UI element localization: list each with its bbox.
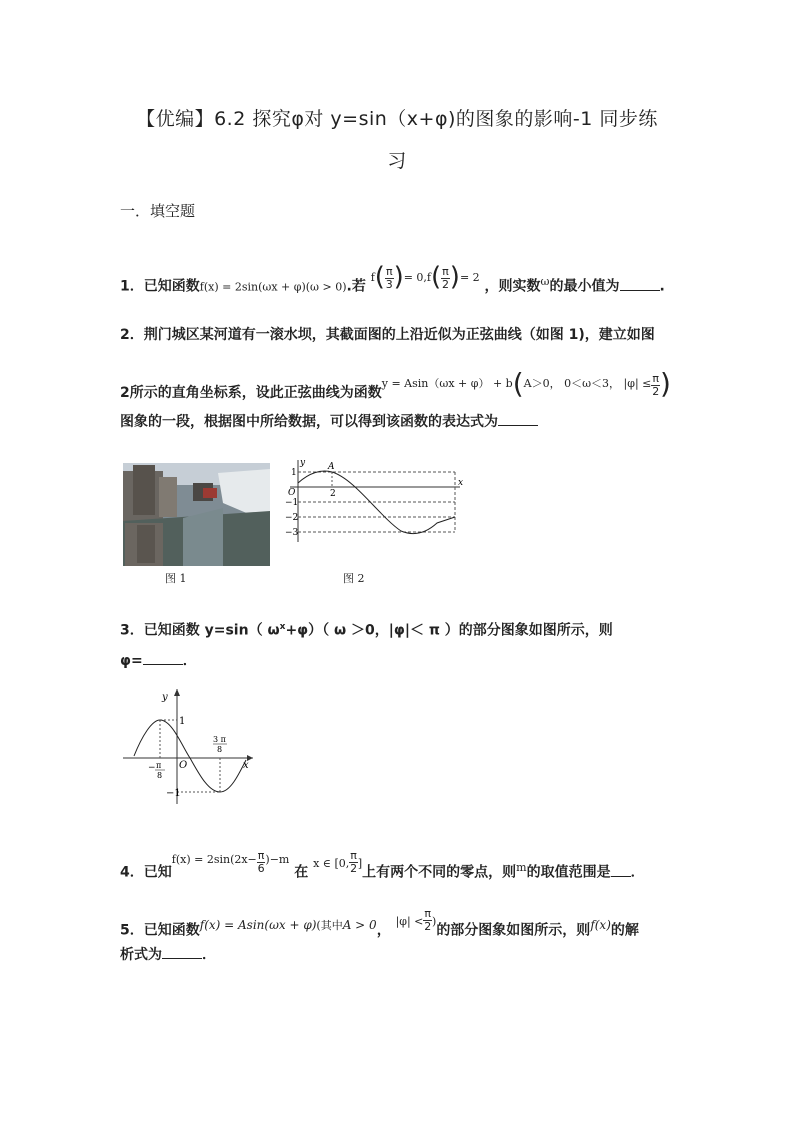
fig3-tick-m1: −1 xyxy=(166,788,181,799)
q1-omega: ω xyxy=(540,275,550,288)
title-line-2: 习 xyxy=(387,150,407,172)
fig3-tick-1: 1 xyxy=(179,716,186,727)
figure-2-graph xyxy=(285,457,465,542)
fig3-eight: 8 xyxy=(217,745,223,754)
question-3-line-1: 3．已知函数 y=sin（ $\omega^x+\varphi$）（ ω ＞0，|φ|＜ π ）的部分图象如图所示，则 xyxy=(120,622,613,639)
fig2-tick-1: 1 xyxy=(291,468,297,478)
dam-photo xyxy=(123,463,270,566)
fig2-tick-m3: −3 xyxy=(285,528,299,538)
fig2-origin: O xyxy=(288,488,296,498)
q4-func: f(x) = 2sin(2x− xyxy=(171,852,257,866)
fig2-tick-2: 2 xyxy=(330,489,336,499)
q1-frac-pi2: $\frac{\pi}{2}$ xyxy=(441,265,449,292)
section-heading: 一．填空题 xyxy=(120,202,196,220)
question-2-line-2: 2所示的直角坐标系，设此正弦曲线为函数$^{y = Asin(\omega x + \varphi) + b}$($^{A>0, 0<\omega<3, |\varphi| \le}$ $\frac{\pi}{2}$ ) xyxy=(120,367,671,401)
fig3-neg-pi: π xyxy=(156,761,162,770)
fig2-point-a: A xyxy=(328,462,335,472)
q2-formula: y = Asin（ωx + φ） + b xyxy=(381,377,513,390)
q1-if: .若 xyxy=(346,278,366,295)
fig3-x-label: x xyxy=(243,760,249,771)
q4-frac-pi2: $\frac{\pi}{2}$ xyxy=(350,849,358,876)
question-4: 4．已知$^{f(x) = 2sin(2x-}$ $\frac{\pi}{6}$ $^{)-m}$ 在 $^{x \in [0,}$ $\frac{\pi}{2}$ ]上有两个不同的零点，则$^m$的取值范围是 ． xyxy=(120,849,645,881)
fig3-y-label: y xyxy=(162,692,168,703)
figure-2-caption: 图 2 xyxy=(343,572,365,585)
q2-answer-blank[interactable] xyxy=(498,411,538,426)
q5-cond2: |φ| < xyxy=(395,914,424,928)
q1-fa: f xyxy=(370,270,375,284)
q4-answer-blank[interactable] xyxy=(611,862,631,877)
page-title xyxy=(90,98,704,182)
q5-frac-pi2: $\frac{\pi}{2}$ xyxy=(424,907,432,933)
q1-eq2: = 2 xyxy=(459,270,480,284)
question-2-line-1: 2．荆门城区某河道有一滚水坝，其截面图的上沿近似为正弦曲线（如图 1)，建立如图 xyxy=(120,327,655,343)
q1-eq0: = 0,f xyxy=(403,270,431,284)
q5-func: f(x) = Asin(ωx + φ) xyxy=(199,917,317,932)
q1-answer-blank[interactable] xyxy=(620,276,660,291)
q4-domain: x ∈ [0, xyxy=(313,856,350,870)
q5-answer-blank[interactable] xyxy=(162,944,202,959)
fig3-neg-eight: 8 xyxy=(157,771,163,780)
q1-tail: 的最小值为 xyxy=(549,278,620,295)
title-line-1: 【优编】6.2 探究φ对 y=sin（x+φ)的图象的影响-1 同步练 xyxy=(136,108,658,130)
question-5-line-2: 析式为 ． xyxy=(120,944,216,965)
q3-sup-x: x xyxy=(279,622,286,632)
q2-frac-pi2: $\frac{\pi}{2}$ xyxy=(652,371,660,398)
question-3-line-2: φ= ． xyxy=(120,650,197,671)
q3-answer-blank[interactable] xyxy=(143,650,183,665)
q1-number: 1．已知函数 xyxy=(120,278,200,295)
q1-after: ，则实数 xyxy=(484,278,541,295)
q2-conditions: A＞0， 0＜ω＜3， |φ| ≤ xyxy=(523,377,652,390)
fig2-tick-m2: −2 xyxy=(285,513,299,523)
figure-3-graph xyxy=(118,686,258,806)
fig3-minus: − xyxy=(148,763,156,773)
figure-2-sine-curve xyxy=(298,471,455,534)
fig2-y-label: y xyxy=(300,458,306,468)
question-2-line-3: 图象的一段，根据图中所给数据，可以得到该函数的表达式为 xyxy=(120,411,538,432)
question-1: 1．已知函数f(x) = 2sin(ωx + φ)(ω > 0).若 $^f$( $\frac{\pi}{3}$ )$^{= 0,f}$( $\frac{\pi}{2}$ )$^{= 2}$ ，则实数$^\omega$的最小值为 . xyxy=(120,261,665,295)
q1-frac-pi3: $\frac{\pi}{3}$ xyxy=(385,265,393,292)
fig3-three-pi: 3 π xyxy=(213,735,226,744)
question-5-line-1: 5．已知函数$f(x) = Asin(\omega x + \varphi)^{(其中}A > 0$， $^{|\varphi| <}$ $\frac{\pi}{2}$ )的部分图象如图所示，则f(x)的解 xyxy=(120,907,639,939)
fig2-tick-m1: −1 xyxy=(285,498,299,508)
q4-frac-pi6: $\frac{\pi}{6}$ xyxy=(257,849,265,876)
fig3-origin: O xyxy=(179,760,188,771)
q1-func: f(x) = 2sin(ωx + φ)(ω > 0) xyxy=(199,280,347,294)
figure-3-sine-curve xyxy=(134,720,246,792)
fig2-x-label: x xyxy=(458,478,464,488)
figure-1-caption: 图 1 xyxy=(165,572,187,585)
